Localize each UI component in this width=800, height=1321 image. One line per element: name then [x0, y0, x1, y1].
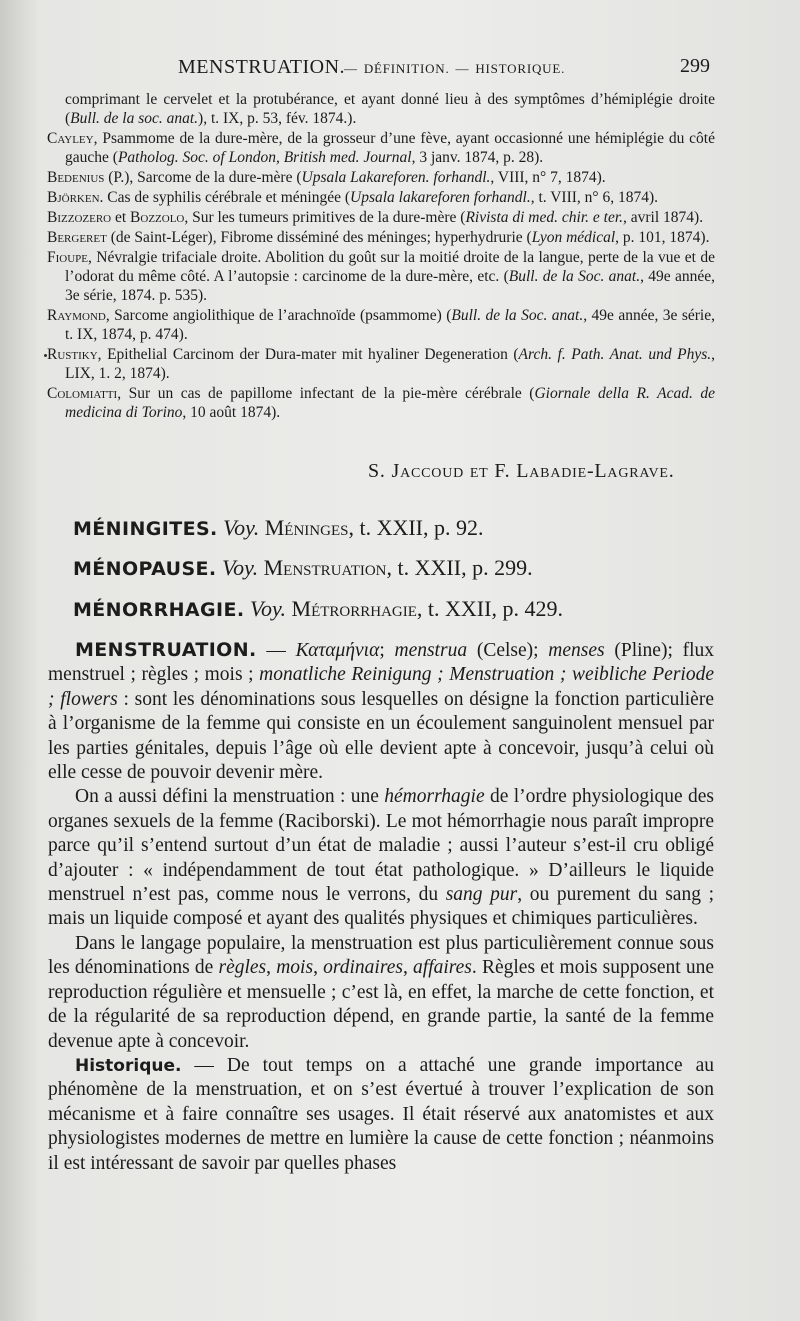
authors-signature: S. Jaccoud et F. Labadie-Lagrave. — [368, 460, 675, 482]
bibliography-entry: Fioupe, Névralgie trifaciale droite. Abolition du goût sur la moitié droite de la langue, perte de la vue et de l’odorat du même côté. A l’autopsie : carcinome de la dure-mère, etc. (Bull. de la Soc. anat., 49e année, 3e série, 1874. p. 535). — [47, 249, 715, 304]
bibliography-entry: Björken. Cas de syphilis cérébrale et méningée (Upsala lakareforen forhandl., t. VIII, n° 6, 1874). — [47, 189, 659, 206]
running-header — [0, 52, 800, 88]
body-paragraph: Historique. — De tout temps on a attaché une grande importance au phénomène de la menstruation, et on s’est évertué à trouver l’explication de son mécanisme et à faire connaître ses usages. Il était réservé aux anatomistes et aux physiologistes modernes de mettre en lumière la cause de cette fonction ; néanmoins il est intéressant de savoir par quelles phases — [48, 1054, 714, 1174]
cross-reference: MÉNINGITES. Voy. Méninges, t. XXII, p. 92. — [73, 515, 484, 540]
page-number: 299 — [680, 55, 710, 77]
bibliography-list — [47, 90, 715, 423]
bibliography-entry: Raymond, Sarcome angiolithique de l’arachnoïde (psammome) (Bull. de la Soc. anat., 49e année, 3e série, t. IX, 1874, p. 474). — [47, 307, 715, 343]
section-heading: Historique. — [75, 1055, 182, 1076]
bibliography-entry: Bedenius (P.), Sarcome de la dure-mère (Upsala Lakareforen. forhandl., VIII, n° 7, 1874). — [47, 169, 606, 186]
body-paragraph: MENSTRUATION. — Καταμήνια; menstrua (Celse); menses (Pline); flux menstruel ; règles ; mois ; monatliche Reinigung ; Menstruation ; weibliche Periode ; flowers : sont les dénominations sous lesquelles on désigne la fonction particulière à l’organisme de la femme qui consiste en un écoulement sanguinolent mensuel par les parties génitales, depuis l’âge où elle devient apte à concevoir, jusqu’à celui où elle cesse de pouvoir devenir mère. — [48, 639, 715, 784]
article-body — [48, 638, 714, 1176]
bibliography-entry: Bizzozero et Bozzolo, Sur les tumeurs primitives de la dure-mère (Rivista di med. chir. e ter., avril 1874). — [47, 209, 704, 226]
cross-reference: MÉNOPAUSE. Voy. Menstruation, t. XXII, p. 299. — [73, 555, 533, 580]
bibliography-entry: Bergeret (de Saint-Léger), Fibrome disséminé des méninges; hyperhydrurie (Lyon médical, p. 101, 1874). — [47, 229, 710, 246]
bibliography-entry: Cayley, Psammome de la dure-mère, de la grosseur d’une fève, ayant occasionné une hémiplégie du côté gauche (Patholog. Soc. of London, British med. Journal, 3 janv. 1874, p. 28). — [47, 130, 715, 166]
margin-mark — [44, 354, 47, 357]
signature — [0, 460, 800, 490]
article-headword: MENSTRUATION. — [75, 639, 257, 661]
bibliography-entry: Colomiatti, Sur un cas de papillome infectant de la pie-mère cérébrale (Giornale della R. Acad. de medicina di Torino, 10 août 1874). — [47, 385, 715, 421]
header-sections: — DÉFINITION. — HISTORIQUE. — [344, 61, 566, 76]
bibliography-entry: comprimant le cervelet et la protubérance, et ayant donné lieu à des symptômes d’hémiplégie droite (Bull. de la soc. anat.), t. IX, p. 53, fév. 1874.). — [65, 91, 715, 127]
body-paragraph: On a aussi défini la menstruation : une hémorrhagie de l’ordre physiologique des organes sexuels de la femme (Raciborski). Le mot hémorrhagie nous paraît impropre parce qu’il s’entend surtout d’un état de maladie ; aussi l’auteur s’est-il cru obligé d’ajouter : « indépendamment de tout état pathologique. » D’ailleurs le liquide menstruel n’est pas, comme nous le verrons, du sang pur, ou purement du sang ; mais un liquide composé et ayant des qualités physiques et chimiques particulières. — [48, 786, 714, 930]
bibliography-entry: Rustiky, Epithelial Carcinom der Dura-mater mit hyaliner Degeneration (Arch. f. Path. Anat. und Phys., LIX, 1. 2, 1874). — [47, 346, 715, 382]
cross-reference: MÉNORRHAGIE. Voy. Métrorrhagie, t. XXII, p. 429. — [73, 596, 563, 621]
body-paragraph: Dans le langage populaire, la menstruation est plus particulièrement connue sous les dénominations de règles, mois, ordinaires, affaires. Règles et mois supposent une reproduction régulière et mensuelle ; c’est là, en effet, la marche de cette fonction, et de la régularité de sa reproduction dépend, en grande partie, la santé de la femme devenue apte à concevoir. — [48, 932, 715, 1052]
header-title: MENSTRUATION. — [178, 56, 346, 78]
